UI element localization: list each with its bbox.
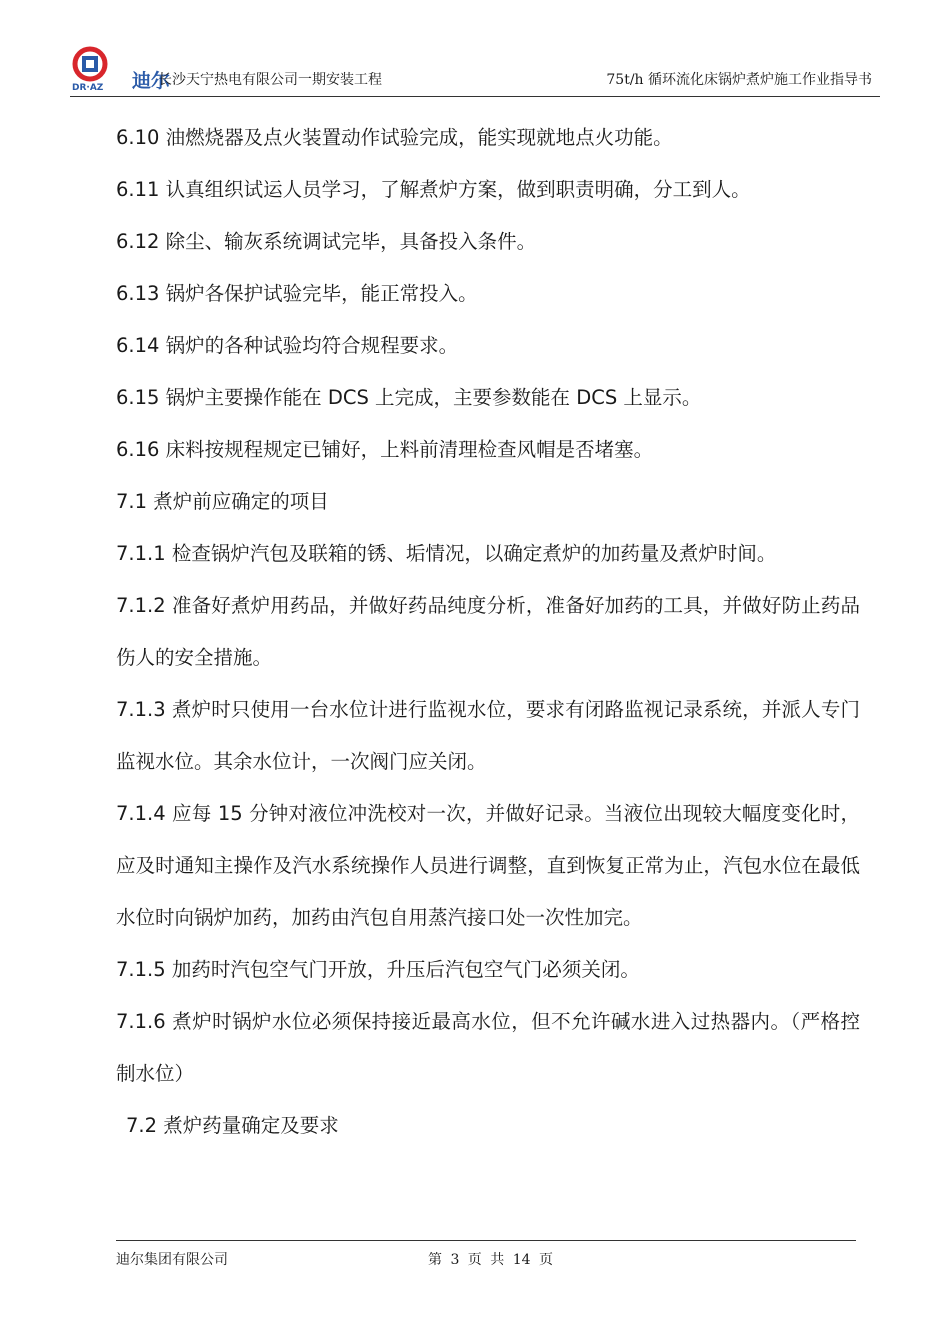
header-doc-title: 75t/h 循环流化床锅炉煮炉施工作业指导书 (606, 72, 872, 88)
page-header (70, 44, 880, 97)
paragraph-7-1-2: 7.1.2 准备好煮炉用药品，并做好药品纯度分析，准备好加药的工具，并做好防止药品伤人的安全措施。 (116, 594, 860, 669)
paragraph-7-1-4: 7.1.4 应每 15 分钟对液位冲洗校对一次，并做好记录。当液位出现较大幅度变化时，应及时通知主操作及汽水系统操作人员进行调整，直到恢复正常为止，汽包水位在最低水位时向锅炉加药，加药由汽包自用蒸汽接口处一次性加完。 (116, 802, 860, 929)
paragraph-6-11: 6.11 认真组织试运人员学习，了解煮炉方案，做到职责明确，分工到人。 (116, 178, 751, 201)
header-company-project: 长沙天宁热电有限公司一期安装工程 (158, 72, 382, 88)
heading-7-1: 7.1 煮炉前应确定的项目 (116, 490, 329, 513)
paragraph-6-13: 6.13 锅炉各保护试验完毕，能正常投入。 (116, 282, 478, 305)
paragraph-6-12: 6.12 除尘、输灰系统调试完毕，具备投入条件。 (116, 230, 537, 253)
logo-text: 迪尔 (132, 70, 171, 92)
paragraph-6-10: 6.10 油燃烧器及点火装置动作试验完成，能实现就地点火功能。 (116, 126, 673, 149)
paragraph-7-1-5: 7.1.5 加药时汽包空气门开放，升压后汽包空气门必须关闭。 (116, 958, 640, 981)
document-body (116, 112, 860, 1152)
paragraph-6-15: 6.15 锅炉主要操作能在 DCS 上完成，主要参数能在 DCS 上显示。 (116, 386, 702, 409)
paragraph-7-1-3: 7.1.3 煮炉时只使用一台水位计进行监视水位，要求有闭路监视记录系统，并派人专门监视水位。其余水位计，一次阀门应关闭。 (116, 698, 860, 773)
company-logo-icon (70, 44, 130, 92)
page-footer (116, 1240, 856, 1271)
footer-company: 迪尔集团有限公司 (116, 1252, 228, 1268)
paragraph-6-14: 6.14 锅炉的各种试验均符合规程要求。 (116, 334, 459, 357)
paragraph-7-1-1: 7.1.1 检查锅炉汽包及联箱的锈、垢情况，以确定煮炉的加药量及煮炉时间。 (116, 542, 777, 565)
heading-7-2: 7.2 煮炉药量确定及要求 (126, 1114, 339, 1137)
logo-sub-text: DR·AZ (72, 83, 104, 92)
footer-page-number: 第 3 页 共 14 页 (428, 1252, 553, 1268)
paragraph-6-16: 6.16 床料按规程规定已铺好，上料前清理检查风帽是否堵塞。 (116, 438, 654, 461)
paragraph-7-1-6: 7.1.6 煮炉时锅炉水位必须保持接近最高水位，但不允许碱水进入过热器内。（严格控制水位） (116, 1010, 860, 1085)
